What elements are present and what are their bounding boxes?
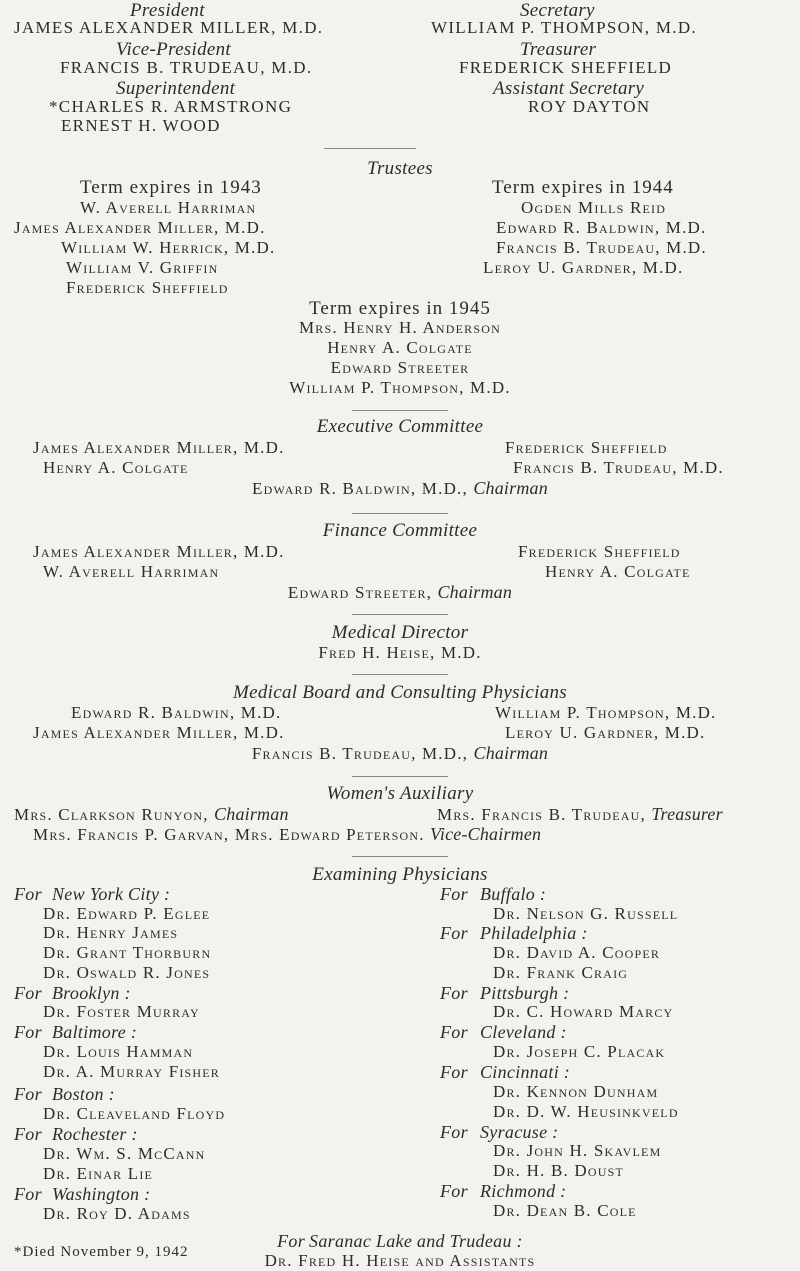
executive-chairman: Edward R. Baldwin, M.D., Chairman [252,478,548,498]
physician-name: Dr. Henry James [43,923,179,942]
treasurer-name: FREDERICK SHEFFIELD [459,58,673,77]
city-heading [440,923,588,944]
executive-committee-heading: Executive Committee [316,416,484,437]
board-member: Leroy U. Gardner, M.D. [505,723,706,742]
divider [352,776,448,777]
divider [352,674,448,675]
medical-board-heading: Medical Board and Consulting Physicians [233,682,567,703]
for-label: For [440,884,468,904]
for-label: For [14,884,42,904]
assistant-secretary-title: Assistant Secretary [493,78,645,99]
physician-name: Dr. Edward P. Eglee [43,904,211,923]
physician-name: Dr. D. W. Heusinkveld [493,1102,679,1121]
divider [352,513,448,514]
secretary-title: Secretary [520,0,595,21]
physician-name: Dr. Wm. S. McCann [43,1144,206,1163]
board-member: William P. Thompson, M.D. [495,703,717,722]
medical-director-heading: Medical Director [331,622,469,643]
city-name: Richmond : [480,1181,567,1201]
trustee-name: Frederick Sheffield [66,278,229,297]
city-name: Cleveland : [480,1022,567,1042]
divider [352,856,448,857]
divider [352,410,448,411]
physician-name: Dr. A. Murray Fisher [43,1062,221,1081]
city-name: Pittsburgh : [480,983,570,1003]
physician-name: Dr. Foster Murray [43,1002,200,1021]
executive-member: Henry A. Colgate [43,458,189,477]
city-heading [440,983,570,1004]
city-name: New York City : [52,884,171,904]
city-name: Washington : [52,1184,151,1204]
city-name: Philadelphia : [480,923,588,943]
executive-member: Frederick Sheffield [505,438,668,457]
physician-name: Dr. Nelson G. Russell [493,904,679,923]
physician-name: Dr. Joseph C. Placak [493,1042,666,1061]
assistant-secretary-name: ROY DAYTON [528,97,651,116]
city-heading [14,1022,138,1043]
for-label: For [440,1181,468,1201]
executive-member: Francis B. Trudeau, M.D. [513,458,724,477]
trustees-term-1943-heading: Term expires in 1943 [80,177,262,198]
finance-member: Henry A. Colgate [545,562,691,581]
physician-name: Dr. Roy D. Adams [43,1204,191,1223]
trustee-name: William P. Thompson, M.D. [289,378,511,397]
city-name: Buffalo : [480,884,547,904]
trustee-name: Ogden Mills Reid [521,198,667,217]
physician-name: Dr. Cleaveland Floyd [43,1104,226,1123]
trustees-term-1945-heading: Term expires in 1945 [309,298,491,319]
superintendent-name: *CHARLES R. ARMSTRONG [49,97,293,116]
medical-director-name: Fred H. Heise, M.D. [318,643,482,662]
physician-name: Dr. Kennon Dunham [493,1082,659,1101]
city-name: Cincinnati : [480,1062,571,1082]
auxiliary-vice-chairmen: Mrs. Francis P. Garvan, Mrs. Edward Peterson. Vice-Chairmen [33,824,542,844]
city-heading [14,1124,138,1145]
physician-name: Dr. C. Howard Marcy [493,1002,674,1021]
vice-president-name: FRANCIS B. TRUDEAU, M.D. [60,58,313,77]
city-heading [14,884,171,905]
city-heading [440,1022,567,1043]
president-title: President [130,0,205,21]
physician-name: Dr. Frank Craig [493,963,629,982]
city-heading [14,1184,151,1205]
trustees-heading: Trustees [367,158,433,179]
vice-president-title: Vice-President [116,39,231,60]
for-label: For [440,923,468,943]
for-label: For [14,1084,42,1104]
secretary-name: WILLIAM P. THOMPSON, M.D. [431,18,697,37]
finance-member: Frederick Sheffield [518,542,681,561]
finance-member: James Alexander Miller, M.D. [33,542,285,561]
physician-name: Dr. H. B. Doust [493,1161,625,1180]
auxiliary-chairman: Mrs. Clarkson Runyon, Chairman [14,804,289,824]
physician-name: Dr. Louis Hamman [43,1042,194,1061]
footnote: *Died November 9, 1942 [14,1244,189,1260]
city-name: Baltimore : [52,1022,138,1042]
trustee-name: Mrs. Henry H. Anderson [298,318,501,337]
for-label: For [14,1022,42,1042]
trustee-name: William V. Griffin [66,258,219,277]
physician-name: Dr. John H. Skavlem [493,1141,662,1160]
physician-name: Dr. Oswald R. Jones [43,963,211,982]
for-label: For [440,1122,468,1142]
executive-member: James Alexander Miller, M.D. [33,438,285,457]
physician-name: Dr. Einar Lie [43,1164,154,1183]
for-label: For [14,983,42,1003]
city-heading [440,1062,571,1083]
city-heading [440,1181,567,1202]
trustee-name: Leroy U. Gardner, M.D. [483,258,684,277]
for-label: For [14,1124,42,1144]
for-label: For [440,1062,468,1082]
divider [352,614,448,615]
city-heading [440,884,547,905]
treasurer-title: Treasurer [520,39,597,60]
trustee-name: Edward Streeter [330,358,470,377]
superintendent-title: Superintendent [116,78,236,99]
examining-physicians-heading: Examining Physicians [312,864,488,885]
finance-member: W. Averell Harriman [43,562,220,581]
board-chairman: Francis B. Trudeau, M.D., Chairman [251,743,549,763]
for-label: For [440,1022,468,1042]
trustee-name: Francis B. Trudeau, M.D. [496,238,707,257]
divider [324,148,416,149]
board-member: Edward R. Baldwin, M.D. [71,703,282,722]
trustee-name: W. Averell Harriman [80,198,257,217]
trustee-name: Henry A. Colgate [327,338,473,357]
womens-auxiliary-heading: Women's Auxiliary [326,783,474,804]
city-heading [14,983,131,1004]
trustee-name: William W. Herrick, M.D. [61,238,276,257]
president-name: JAMES ALEXANDER MILLER, M.D. [14,18,324,37]
city-name: Brooklyn : [52,983,131,1003]
physician-name: Dr. Grant Thorburn [43,943,212,962]
city-name: Rochester : [52,1124,138,1144]
finance-committee-heading: Finance Committee [322,520,478,541]
physician-name: Dr. David A. Cooper [493,943,661,962]
city-name: Boston : [52,1084,115,1104]
city-heading [14,1084,115,1105]
for-label: For [14,1184,42,1204]
city-heading [440,1122,559,1143]
for-label: For [440,983,468,1003]
examining-bottom-doctors: Dr. Fred H. Heise and Assistants [264,1251,536,1270]
examining-bottom-city: For Saranac Lake and Trudeau : [277,1231,523,1251]
auxiliary-treasurer: Mrs. Francis B. Trudeau, Treasurer [437,804,723,824]
finance-chairman: Edward Streeter, Chairman [287,582,513,602]
physician-name: Dr. Dean B. Cole [493,1201,637,1220]
city-name: Syracuse : [480,1122,559,1142]
board-member: James Alexander Miller, M.D. [33,723,285,742]
superintendent-name-2: ERNEST H. WOOD [61,116,221,135]
trustees-term-1944-heading: Term expires in 1944 [492,177,674,198]
trustee-name: Edward R. Baldwin, M.D. [496,218,707,237]
trustee-name: James Alexander Miller, M.D. [14,218,266,237]
